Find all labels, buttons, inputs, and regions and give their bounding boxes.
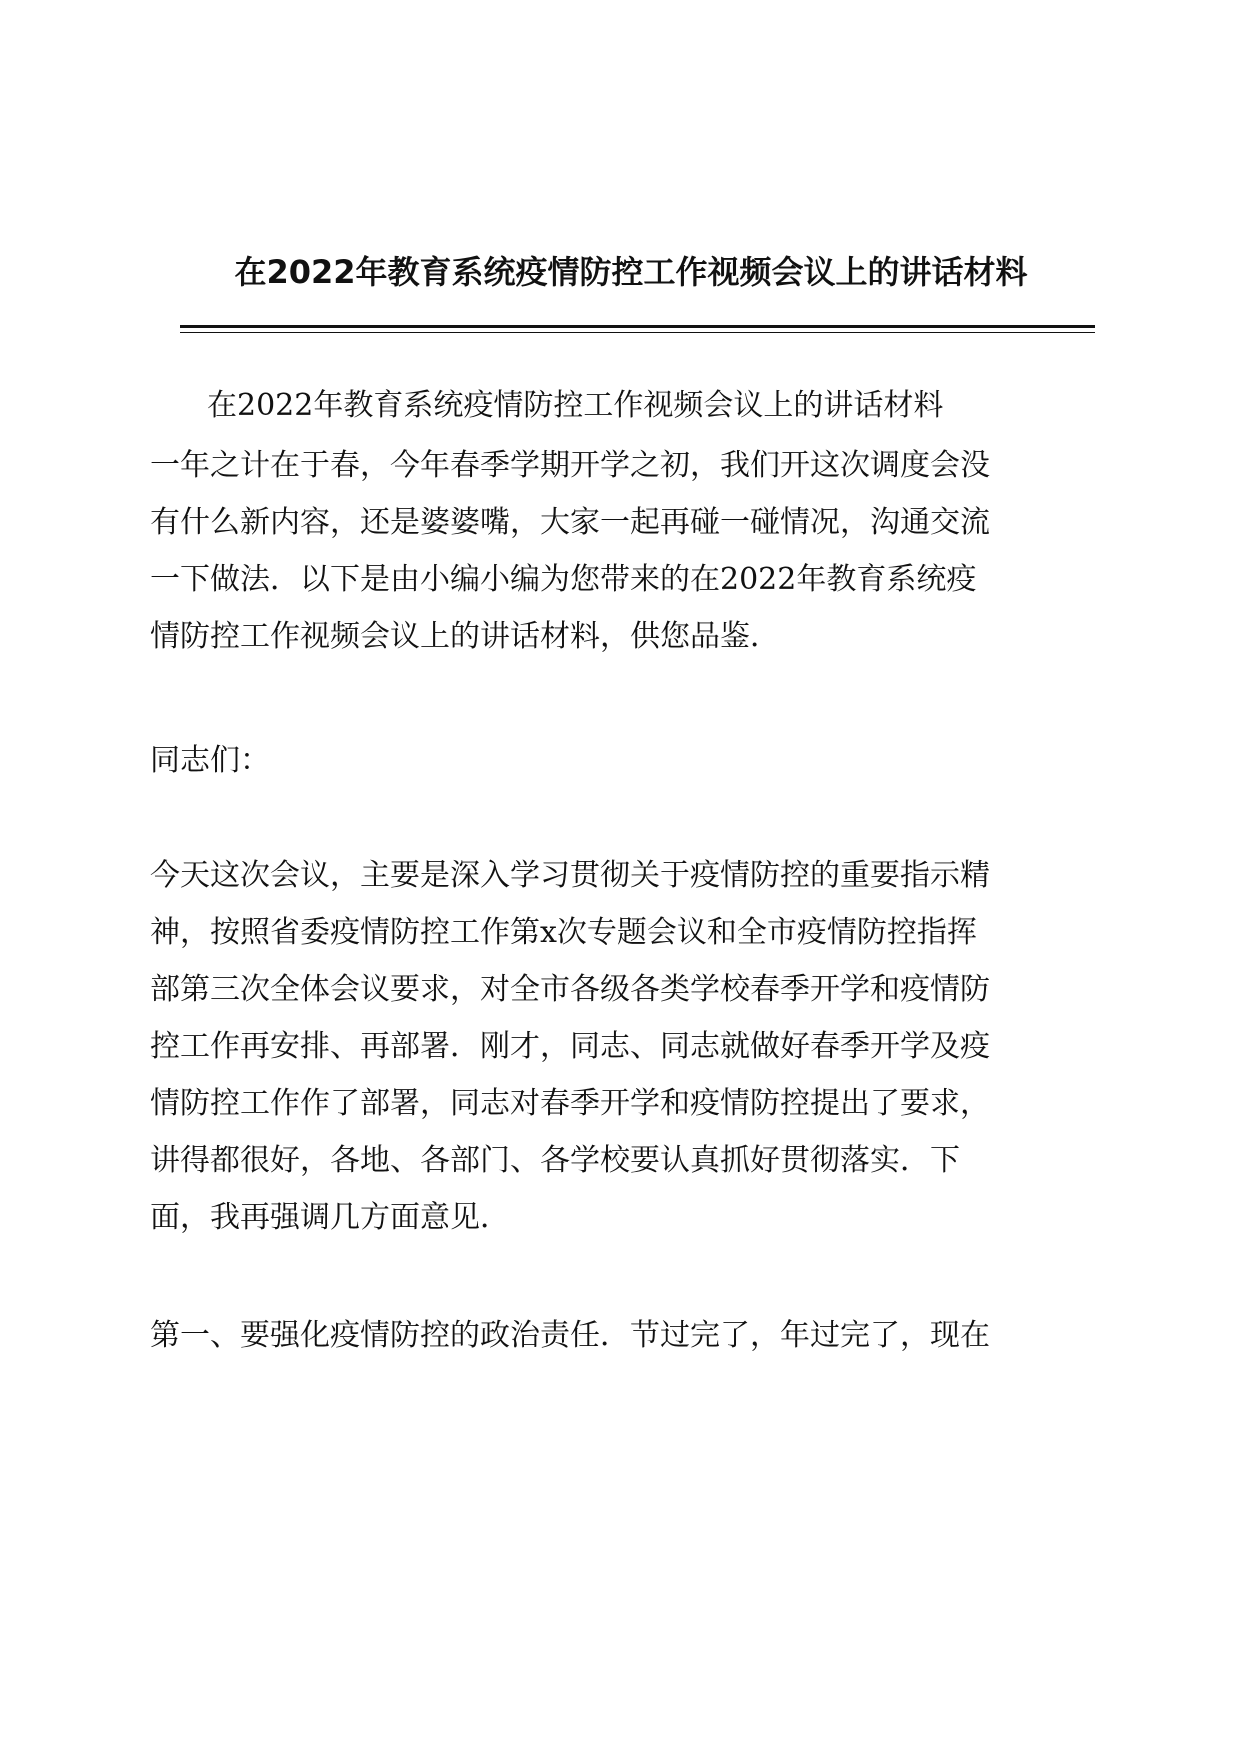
point-one-line: 第一、要强化疫情防控的政治责任．节过完了，年过完了，现在 (150, 1318, 990, 1353)
body-line: 面，我再强调几方面意见． (150, 1200, 510, 1235)
title-rule-thick (180, 325, 1095, 328)
body-line: 情防控工作作了部署，同志对春季开学和疫情防控提出了要求， (150, 1086, 990, 1121)
body-line: 控工作再安排、再部署．刚才，同志、同志就做好春季开学及疫 (150, 1029, 990, 1064)
document-title: 在2022年教育系统疫情防控工作视频会议上的讲话材料 (234, 253, 1028, 291)
body-line: 讲得都很好，各地、各部门、各学校要认真抓好贯彻落实．下 (150, 1143, 960, 1178)
body-line: 今天这次会议，主要是深入学习贯彻关于疫情防控的重要指示精 (150, 858, 990, 893)
body-line: 神，按照省委疫情防控工作第x次专题会议和全市疫情防控指挥 (150, 915, 977, 950)
body-line: 部第三次全体会议要求，对全市各级各类学校春季开学和疫情防 (150, 972, 990, 1007)
intro-line: 一下做法．以下是由小编小编为您带来的在2022年教育系统疫 (150, 562, 977, 597)
intro-line: 有什么新内容，还是婆婆嘴，大家一起再碰一碰情况，沟通交流 (150, 505, 990, 540)
title-rule-thin (180, 332, 1095, 333)
intro-line: 一年之计在于春，今年春季学期开学之初，我们开这次调度会没 (150, 448, 990, 483)
intro-line: 情防控工作视频会议上的讲话材料，供您品鉴． (150, 619, 780, 654)
salutation: 同志们： (150, 743, 270, 778)
intro-heading: 在2022年教育系统疫情防控工作视频会议上的讲话材料 (207, 388, 944, 423)
